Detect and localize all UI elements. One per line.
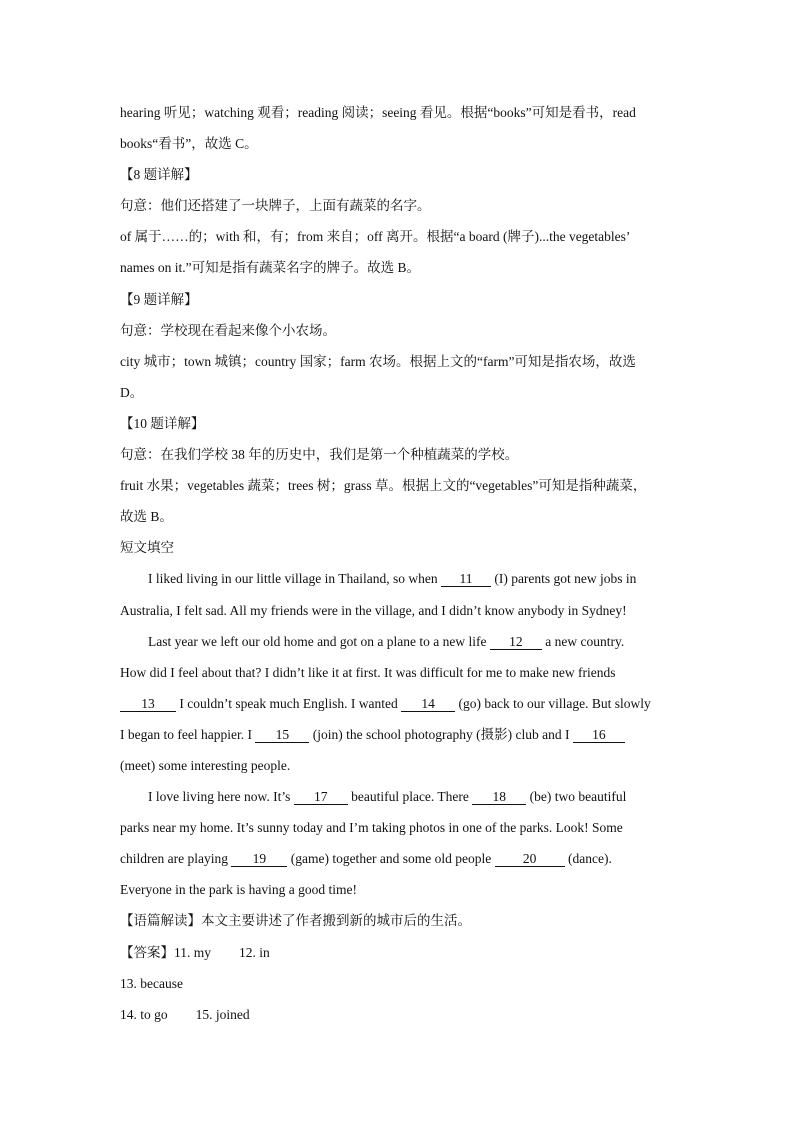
text-line: of 属于……的；with 和，有；from 来自；off 离开。根据“a board (牌子)...the vegetables’ — [120, 229, 631, 245]
passage-line: Australia, I felt sad. All my friends were in the village, and I didn’t know anybody in Sydney! — [120, 602, 627, 618]
blank-12: 12 — [490, 635, 542, 650]
text-line: hearing 听见；watching 观看；reading 阅读；seeing 看见。根据“books”可知是看书，read — [120, 105, 636, 120]
section-title-cloze: 短文填空 — [120, 540, 174, 556]
blank-16: 16 — [573, 728, 625, 743]
passage-line: How did I feel about that? I didn’t like it at first. It was difficult for me to make new friends — [120, 664, 616, 680]
blank-17: 17 — [294, 790, 348, 805]
passage-summary: 【语篇解读】本文主要讲述了作者搬到新的城市后的生活。 — [120, 913, 471, 929]
text-line: 句意：在我们学校 38 年的历史中，我们是第一个种植蔬菜的学校。 — [120, 447, 519, 463]
text-line: 句意：学校现在看起来像个小农场。 — [120, 322, 336, 338]
passage-line: 13 I couldn’t speak much English. I wanted 14 (go) back to our village. But slowly — [120, 688, 676, 719]
passage-line: Everyone in the park is having a good time! — [120, 882, 357, 898]
section-heading-q9: 【9 题详解】 — [120, 291, 198, 307]
blank-19: 19 — [231, 852, 287, 867]
answer-line: 【答案】11. my 12. in — [120, 944, 270, 960]
blank-13: 13 — [120, 697, 176, 712]
passage-line: Last year we left our old home and got on a plane to a new life 12 a new country. — [148, 633, 625, 649]
text-line: names on it.”可知是指有蔬菜名字的牌子。故选 B。 — [120, 260, 420, 276]
text-line: 句意：他们还搭建了一块牌子，上面有蔬菜的名字。 — [120, 198, 431, 214]
blank-20: 20 — [495, 852, 565, 867]
blank-11: 11 — [441, 572, 491, 587]
passage-line: I began to feel happier. I 15 (join) the school photography (摄影) club and I 16 — [120, 719, 676, 750]
passage-line: children are playing 19 (game) together and some old people 20 (dance). — [120, 851, 612, 867]
text-line: books“看书”，故选 C。 — [120, 136, 258, 152]
passage-line: (meet) some interesting people. — [120, 757, 291, 773]
text-line: fruit 水果；vegetables 蔬菜；trees 树；grass 草。根据上文的“vegetables”可知是指种蔬菜， — [120, 478, 647, 494]
text-line: D。 — [120, 384, 144, 400]
blank-14: 14 — [401, 697, 455, 712]
blank-18: 18 — [472, 790, 526, 805]
section-heading-q8: 【8 题详解】 — [120, 167, 198, 183]
passage-line: I love living here now. It’s 17 beautiful place. There 18 (be) two beautiful — [148, 789, 627, 805]
passage-line: parks near my home. It’s sunny today and I’m taking photos in one of the parks. Look! Some — [120, 820, 623, 836]
answer-line: 14. to go 15. joined — [120, 1006, 250, 1022]
passage-line: I liked living in our little village in Thailand, so when 11 (I) parents got new jobs in — [148, 571, 637, 587]
blank-15: 15 — [255, 728, 309, 743]
text-line: city 城市；town 城镇；country 国家；farm 农场。根据上文的“farm”可知是指农场，故选 — [120, 353, 636, 369]
section-heading-q10: 【10 题详解】 — [120, 415, 205, 431]
document-page — [120, 97, 676, 1030]
text-line: 故选 B。 — [120, 509, 173, 525]
answer-line: 13. because — [120, 975, 183, 991]
